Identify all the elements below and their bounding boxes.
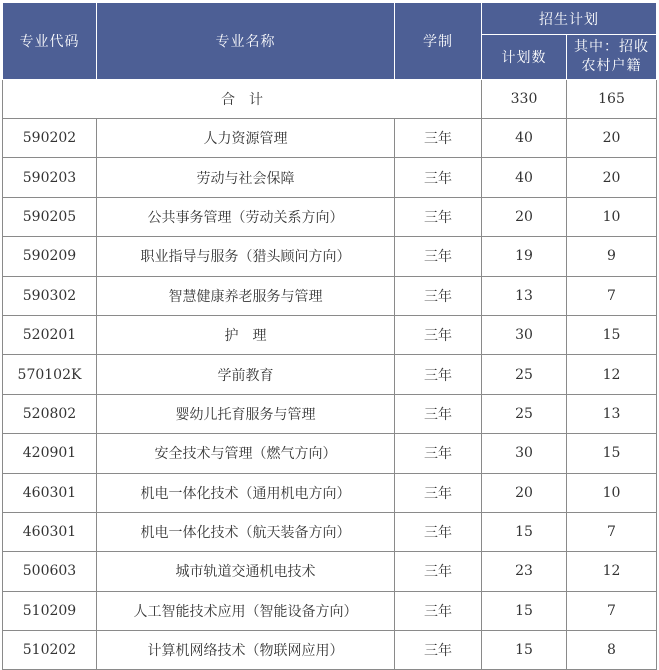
plan-count: 15 <box>482 631 567 670</box>
major-name: 公共事务管理（劳动关系方向） <box>97 197 395 236</box>
table-row <box>3 276 657 315</box>
table-row <box>3 315 657 354</box>
plan-count: 15 <box>482 591 567 630</box>
plan-count: 25 <box>482 355 567 394</box>
rural-quota: 15 <box>567 434 657 473</box>
plan-count: 23 <box>482 552 567 591</box>
table-row <box>3 631 657 670</box>
duration: 三年 <box>395 394 482 433</box>
duration: 三年 <box>395 434 482 473</box>
plan-count: 25 <box>482 394 567 433</box>
major-name: 职业指导与服务（猎头顾问方向） <box>97 237 395 276</box>
header-major-name: 专业名称 <box>97 3 395 80</box>
table-row <box>3 197 657 236</box>
duration: 三年 <box>395 276 482 315</box>
major-name: 劳动与社会保障 <box>97 158 395 197</box>
table-body <box>3 80 657 670</box>
table-row <box>3 394 657 433</box>
plan-count: 30 <box>482 315 567 354</box>
major-code: 460301 <box>3 473 97 512</box>
table-row <box>3 119 657 158</box>
duration: 三年 <box>395 315 482 354</box>
major-code: 420901 <box>3 434 97 473</box>
major-code: 590202 <box>3 119 97 158</box>
rural-quota: 10 <box>567 197 657 236</box>
table-row <box>3 512 657 551</box>
major-name: 机电一体化技术（航天装备方向） <box>97 512 395 551</box>
duration: 三年 <box>395 473 482 512</box>
plan-count: 20 <box>482 473 567 512</box>
rural-quota: 7 <box>567 276 657 315</box>
duration: 三年 <box>395 237 482 276</box>
table-row <box>3 237 657 276</box>
major-code: 460301 <box>3 512 97 551</box>
table-row <box>3 473 657 512</box>
major-code: 590209 <box>3 237 97 276</box>
duration: 三年 <box>395 631 482 670</box>
rural-quota: 9 <box>567 237 657 276</box>
total-label: 合 计 <box>3 80 482 119</box>
major-code: 520201 <box>3 315 97 354</box>
table-row <box>3 355 657 394</box>
plan-count: 19 <box>482 237 567 276</box>
total-row <box>3 80 657 119</box>
major-code: 520802 <box>3 394 97 433</box>
duration: 三年 <box>395 158 482 197</box>
total-rural-quota: 165 <box>567 80 657 119</box>
rural-quota: 12 <box>567 355 657 394</box>
duration: 三年 <box>395 355 482 394</box>
duration: 三年 <box>395 197 482 236</box>
table-row <box>3 158 657 197</box>
rural-quota: 15 <box>567 315 657 354</box>
duration: 三年 <box>395 591 482 630</box>
rural-quota: 20 <box>567 119 657 158</box>
header-plan-count: 计划数 <box>482 35 567 80</box>
major-name: 学前教育 <box>97 355 395 394</box>
table-header <box>3 3 657 80</box>
major-code: 570102K <box>3 355 97 394</box>
major-name: 安全技术与管理（燃气方向） <box>97 434 395 473</box>
major-name: 婴幼儿托育服务与管理 <box>97 394 395 433</box>
major-name: 城市轨道交通机电技术 <box>97 552 395 591</box>
plan-count: 13 <box>482 276 567 315</box>
header-duration: 学制 <box>395 3 482 80</box>
table-row <box>3 434 657 473</box>
major-name: 智慧健康养老服务与管理 <box>97 276 395 315</box>
enrollment-plan-table <box>2 2 657 670</box>
major-code: 500603 <box>3 552 97 591</box>
major-code: 590205 <box>3 197 97 236</box>
duration: 三年 <box>395 119 482 158</box>
major-code: 510202 <box>3 631 97 670</box>
major-name: 计算机网络技术（物联网应用） <box>97 631 395 670</box>
plan-count: 30 <box>482 434 567 473</box>
rural-quota: 7 <box>567 591 657 630</box>
major-code: 590302 <box>3 276 97 315</box>
rural-quota: 10 <box>567 473 657 512</box>
plan-count: 20 <box>482 197 567 236</box>
rural-quota: 12 <box>567 552 657 591</box>
plan-count: 40 <box>482 158 567 197</box>
rural-quota: 20 <box>567 158 657 197</box>
major-code: 510209 <box>3 591 97 630</box>
table-row <box>3 552 657 591</box>
plan-count: 40 <box>482 119 567 158</box>
major-name: 人工智能技术应用（智能设备方向） <box>97 591 395 630</box>
header-major-code: 专业代码 <box>3 3 97 80</box>
total-plan-count: 330 <box>482 80 567 119</box>
plan-count: 15 <box>482 512 567 551</box>
rural-quota: 13 <box>567 394 657 433</box>
duration: 三年 <box>395 512 482 551</box>
rural-quota: 7 <box>567 512 657 551</box>
duration: 三年 <box>395 552 482 591</box>
table-row <box>3 591 657 630</box>
major-name: 护 理 <box>97 315 395 354</box>
rural-quota: 8 <box>567 631 657 670</box>
header-enrollment-plan: 招生计划 <box>482 3 657 35</box>
header-rural-quota: 其中：招收农村户籍 <box>567 35 657 80</box>
major-code: 590203 <box>3 158 97 197</box>
major-name: 人力资源管理 <box>97 119 395 158</box>
major-name: 机电一体化技术（通用机电方向） <box>97 473 395 512</box>
